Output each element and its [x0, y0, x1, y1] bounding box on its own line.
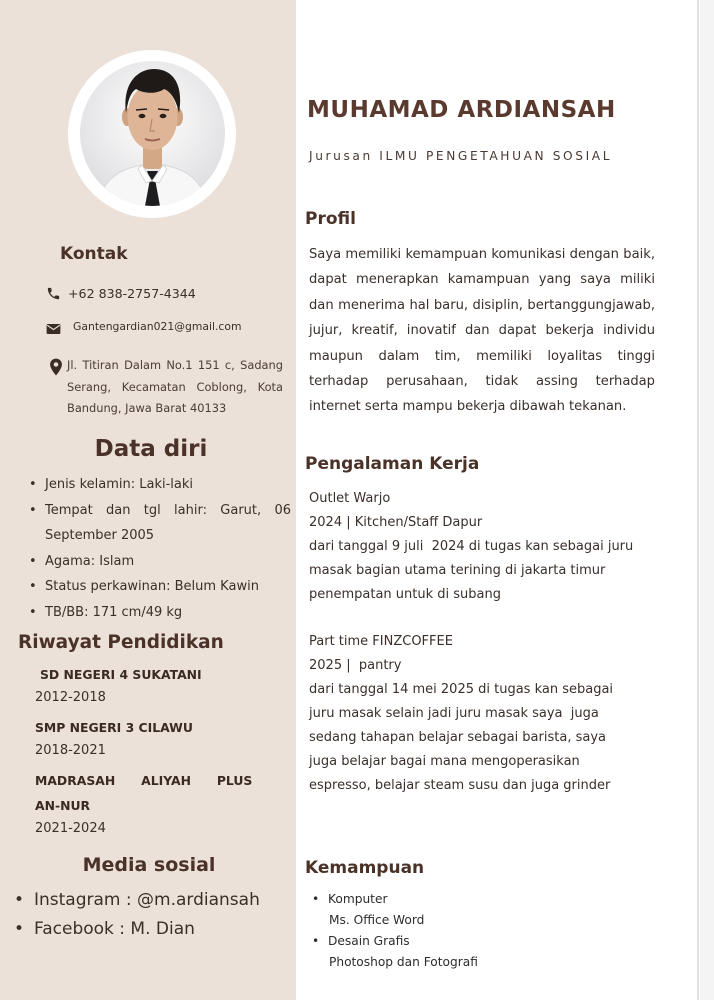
page-edge-strip	[700, 0, 714, 1000]
school-name: SMP NEGERI 3 CILAWU	[35, 720, 193, 735]
profile-heading: Profil	[305, 209, 356, 229]
page-edge-line	[697, 0, 699, 1000]
list-item: • TB/BB: 171 cm/49 kg	[29, 600, 291, 626]
job-desc-line: dari tanggal 14 mei 2025 di tugas kan sebagai	[309, 682, 614, 697]
social-instagram: • Instagram : @m.ardiansah	[12, 886, 260, 915]
contact-phone	[46, 286, 196, 305]
contact-email	[46, 320, 241, 339]
school-years: 2021-2024	[35, 821, 106, 836]
email-address: Gantengardian021@gmail.com	[73, 320, 242, 333]
list-item	[312, 931, 478, 952]
school-name: SD NEGERI 4 SUKATANI	[40, 667, 202, 682]
skills-heading: Kemampuan	[305, 858, 425, 878]
location-pin-icon	[49, 358, 63, 380]
social-media-heading: Media sosial	[82, 854, 216, 876]
job-role: 2024 | Kitchen/Staff Dapur	[309, 515, 483, 530]
job-desc-line: juga belajar bagai mana mengoperasikan	[309, 754, 580, 769]
list-item: • Tempat dan tgl lahir: Garut, 06 September 2005	[29, 498, 291, 549]
skills-list	[312, 889, 478, 973]
job-desc-line: espresso, belajar steam susu dan juga grinder	[309, 778, 611, 793]
job-desc-line: sedang tahapan belajar sebagai barista, saya	[309, 730, 606, 745]
person-portrait-icon	[80, 61, 225, 206]
experience-heading: Pengalaman Kerja	[305, 454, 480, 474]
skill-title: Desain Grafis	[328, 934, 410, 948]
job-place: Outlet Warjo	[309, 491, 391, 506]
job-entry	[309, 630, 679, 798]
job-desc-line: masak bagian utama terining di jakarta timur	[309, 563, 606, 578]
school-name-line2: AN-NUR	[35, 798, 91, 813]
bullet-icon: •	[312, 892, 320, 906]
email-icon	[46, 320, 73, 339]
school-name: MADRASAH ALIYAH PLUS	[35, 773, 253, 788]
school-years: 2018-2021	[35, 743, 106, 758]
skill-detail: Photoshop dan Fotografi	[329, 955, 478, 969]
education-heading: Riwayat Pendidikan	[18, 632, 224, 653]
skill-detail: Ms. Office Word	[329, 913, 425, 927]
list-item: • Status perkawinan: Belum Kawin	[29, 574, 291, 600]
phone-icon	[46, 286, 68, 305]
job-desc-line: juru masak selain jadi juru masak saya juga	[309, 706, 599, 721]
profile-text: Saya memiliki kemampuan komunikasi dengan baik, dapat menerapkan kamampuan yang saya miliki dan menerima hal baru, disiplin, bertanggungjawab, jujur, kreatif, inovatif dan dapat bekerja individu maupun dalam tim, memiliki loyalitas tinggi terhadap perusahaan, tidak assing terhadap internet serta mampu bekerja dibawah tekanan.	[309, 247, 655, 415]
list-item	[312, 889, 478, 910]
job-desc-line: dari tanggal 9 juli 2024 di tugas kan sebagai juru	[309, 539, 634, 554]
job-desc-line: penempatan untuk di subang	[309, 587, 501, 602]
profile-photo	[80, 61, 225, 206]
list-item: • Jenis kelamin: Laki-laki	[29, 472, 291, 498]
bullet-icon: •	[312, 934, 320, 948]
skill-title: Komputer	[328, 892, 388, 906]
school-years: 2012-2018	[35, 690, 106, 705]
job-entry	[309, 487, 679, 607]
social-media-list	[12, 886, 260, 944]
contact-address: Jl. Titiran Dalam No.1 151 c, Sadang Serang, Kecamatan Coblong, Kota Bandung, Jawa Barat 40133	[67, 358, 283, 415]
candidate-major: Jurusan ILMU PENGETAHUAN SOSIAL	[309, 149, 613, 163]
candidate-name: MUHAMAD ARDIANSAH	[307, 97, 616, 123]
job-role: 2025 | pantry	[309, 658, 402, 673]
list-item: • Agama: Islam	[29, 549, 291, 575]
phone-number: +62 838-2757-4344	[68, 286, 196, 301]
contact-heading: Kontak	[60, 244, 128, 264]
personal-data-heading: Data diri	[94, 436, 208, 462]
social-facebook: • Facebook : M. Dian	[12, 915, 260, 944]
job-place: Part time FINZCOFFEE	[309, 634, 453, 649]
personal-data-list	[29, 472, 291, 625]
